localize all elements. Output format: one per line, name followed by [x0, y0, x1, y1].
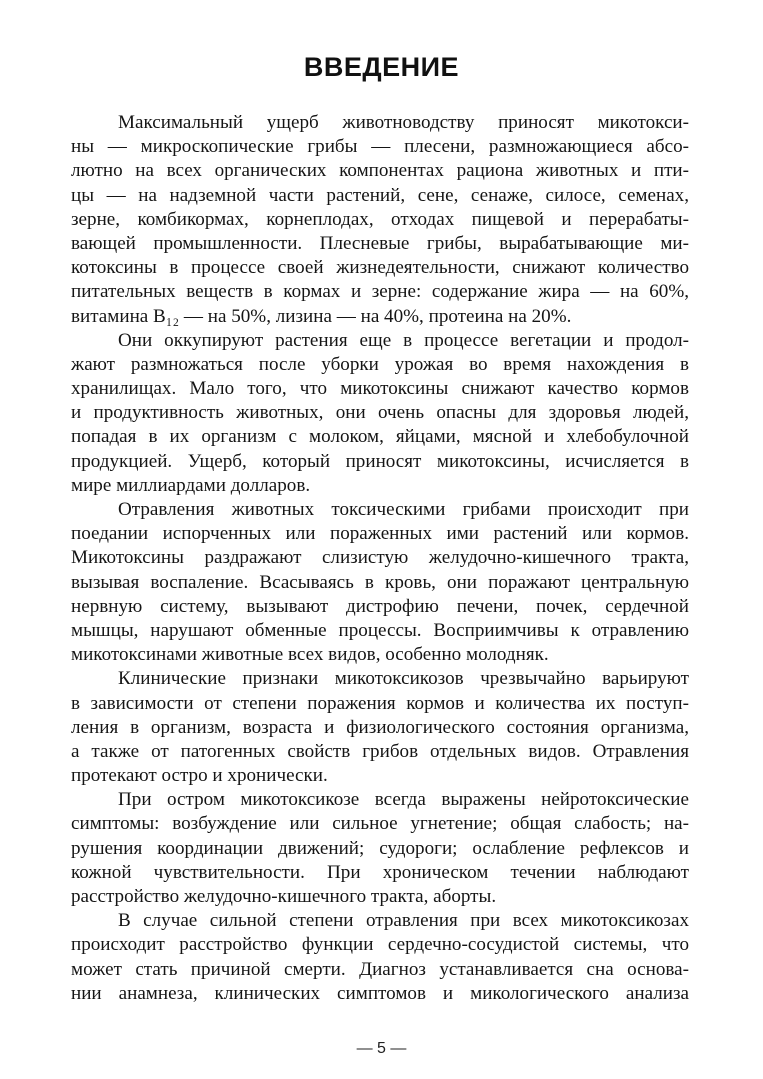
text-line: ны — микроскопические грибы — плесени, размножающиеся абсо-: [71, 136, 689, 158]
text-line: Они оккупируют растения еще в процессе вегетации и продол-: [118, 329, 689, 351]
text-line: ления в организм, возраста и физиологического состояния организма,: [71, 716, 689, 738]
page-number: — 5 —: [356, 1040, 407, 1057]
text-line: происходит расстройство функции сердечно-сосудистой системы, что: [71, 934, 689, 956]
text-line: микотоксинами животные всех видов, особенно молодняк.: [71, 644, 549, 666]
text-line: продукцией. Ущерб, который приносят микотоксины, исчисляется в: [71, 450, 689, 472]
text-line: Микотоксины раздражают слизистую желудочно-кишечного тракта,: [71, 547, 689, 569]
text-line: поедании испорченных или пораженных ими растений или кормов.: [71, 523, 689, 545]
text-line: Клинические признаки микотоксикозов чрезвычайно варьируют: [118, 668, 689, 690]
text-line: в зависимости от степени поражения кормов и количества их поступ-: [71, 692, 689, 714]
text-line: витамина B₁₂ — на 50%, лизина — на 40%, протеина на 20%.: [71, 305, 572, 327]
text-line: питательных веществ в кормах и зерне: содержание жира — на 60%,: [71, 281, 689, 303]
text-line: зерне, комбикормах, корнеплодах, отходах пищевой и перерабаты-: [71, 208, 689, 230]
text-line: попадая в их организм с молоком, яйцами, мясной и хлебобулочной: [71, 426, 689, 448]
text-line: симптомы: возбуждение или сильное угнетение; общая слабость; на-: [71, 813, 689, 835]
text-line: может стать причиной смерти. Диагноз устанавливается сна основа-: [71, 958, 689, 980]
text-line: кожной чувствительности. При хроническом течении наблюдают: [71, 861, 689, 883]
text-line: Отравления животных токсическими грибами происходит при: [118, 499, 689, 520]
text-line: нервную систему, вызывают дистрофию печени, почек, сердечной: [71, 595, 689, 617]
text-line: Максимальный ущерб животноводству приносят микотокси-: [118, 112, 689, 133]
text-line: и продуктивность животных, они очень опасны для здоровья людей,: [71, 402, 689, 424]
text-line: вызывая воспаление. Всасываясь в кровь, они поражают центральную: [71, 571, 689, 593]
text-line: рушения координации движений; судороги; ослабление рефлексов и: [71, 837, 689, 859]
text-line: а также от патогенных свойств грибов отдельных видов. Отравления: [71, 740, 689, 762]
text-line: хранилищах. Мало того, что микотоксины снижают качество кормов: [71, 378, 689, 400]
text-line: В случае сильной степени отравления при всех микотоксикозах: [118, 910, 689, 932]
text-line: протекают остро и хронически.: [71, 765, 328, 787]
text-line: лютно на всех органических компонентах рациона животных и пти-: [71, 160, 689, 182]
text-line: нии анамнеза, клинических симптомов и микологического анализа: [71, 982, 689, 1004]
text-line: мире миллиардами долларов.: [71, 474, 311, 496]
text-line: котоксины в процессе своей жизнедеятельности, снижают количество: [71, 257, 689, 279]
text-line: При остром микотоксикозе всегда выражены нейротоксические: [118, 789, 689, 811]
text-line: цы — на надземной части растений, сене, сенаже, силосе, семенах,: [71, 184, 689, 206]
text-line: расстройство желудочно-кишечного тракта, аборты.: [71, 886, 497, 907]
chapter-title: ВВЕДЕНИЕ: [303, 52, 460, 82]
text-line: вающей промышленности. Плесневые грибы, вырабатывающие ми-: [71, 232, 689, 254]
text-line: мышцы, нарушают обменные процессы. Восприимчивы к отравлению: [71, 619, 689, 641]
body-text: [71, 111, 689, 1006]
text-line: жают размножаться после уборки урожая во время нахождения в: [71, 353, 689, 375]
